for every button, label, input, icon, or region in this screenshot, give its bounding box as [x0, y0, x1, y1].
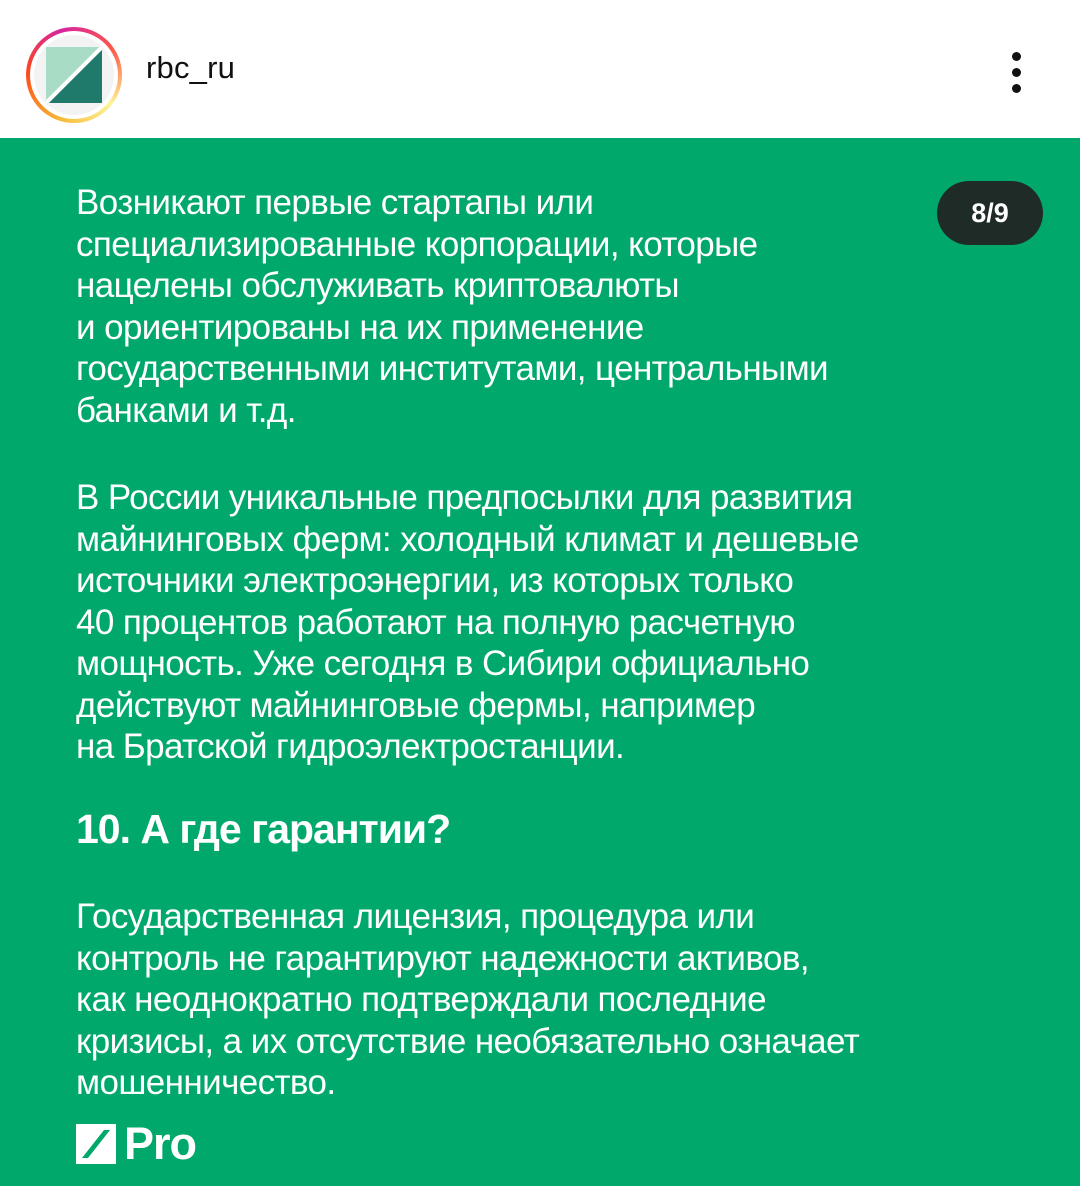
- avatar[interactable]: [34, 35, 114, 115]
- story-ring[interactable]: [26, 27, 122, 123]
- more-vertical-icon-dot: [1012, 68, 1021, 77]
- post-paragraph-1: Возникают первые стартапы или специализированные корпорации, которые нацелены обслуживать криптовалюты и ориентированы на их применение государственными институтами, центральными банками и т.д.: [76, 183, 829, 430]
- section-heading: 10. А где гарантии?: [76, 806, 451, 852]
- more-vertical-icon-dot: [1012, 84, 1021, 93]
- more-options-button[interactable]: [996, 44, 1036, 100]
- slide-counter-badge: 8/9: [937, 181, 1043, 245]
- rbc-logo-icon: [46, 47, 102, 103]
- post-paragraph-3: Государственная лицензия, процедура или контроль не гарантируют надежности активов, как неоднократно подтверждали последние кризисы, а их отсутствие необязательно означает мошенничество.: [76, 897, 860, 1102]
- rbc-pro-brand: [76, 1118, 197, 1169]
- post-header: [0, 0, 1080, 138]
- rbc-pro-logo-icon: [76, 1124, 116, 1164]
- avatar-border: [30, 31, 118, 119]
- brand-label: Pro: [124, 1118, 197, 1169]
- post-paragraph-2: В России уникальные предпосылки для развития майнинговых ферм: холодный климат и дешевые источники электроэнергии, из которых только 40 процентов работают на полную расчетную мощность. Уже сегодня в Сибири официально действуют майнинговые фермы, например на Братской гидроэлектростанции.: [76, 478, 859, 766]
- username[interactable]: rbc_ru: [146, 50, 236, 85]
- more-vertical-icon: [1012, 52, 1021, 61]
